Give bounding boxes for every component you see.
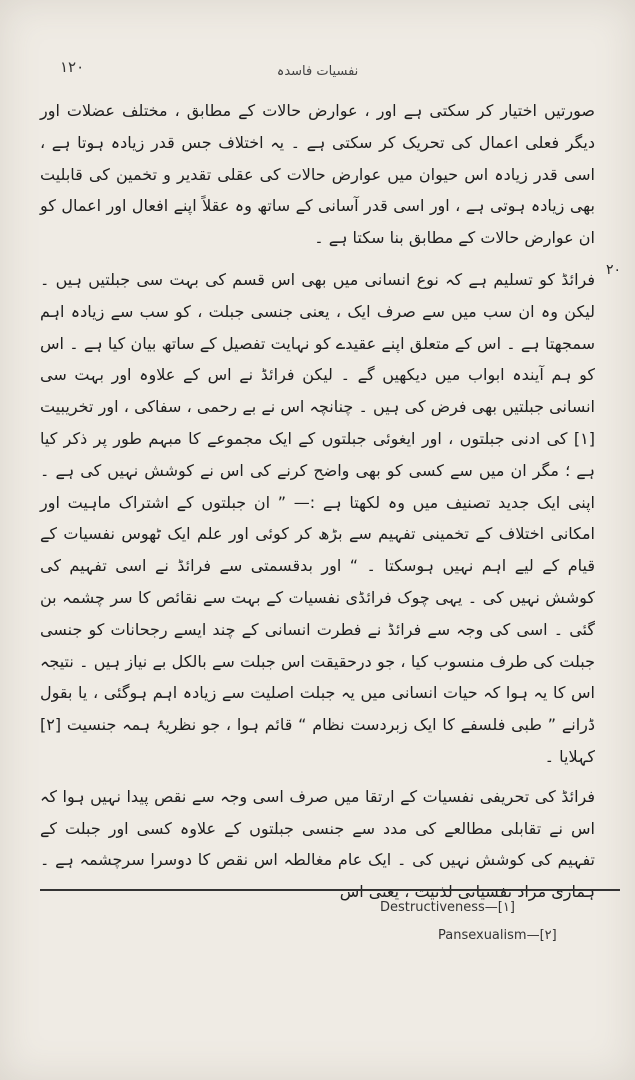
body-text [40,95,595,908]
footnotes [380,900,600,956]
page-number: ۱۲۰ [60,58,85,76]
paragraph-2: فرائڈ کو تسلیم ہے کہ نوع انسانی میں بھی اس قسم کی بہت سی جبلتیں ہیں ۔ لیکن وہ ان سب میں سے صرف ایک ، یعنی جنسی جبلت ، کو سب سے زیادہ اہم سمجھتا ہے ۔ اس کے متعلق اپنے عقیدے کو نہایت تفصیل کے ساتھ بیان کیا ہے ۔ اس کو ہم آیندہ ابواب میں دیکھیں گے ۔ لیکن فرائڈ نے اس کے علاوہ اور بہت سی انسانی جبلتیں بھی فرض کی ہیں ۔ چنانچہ اس نے بے رحمی ، سفاکی ، اور تخریبیت [۱] کی ادنی جبلتوں ، اور ایغوئی جبلتوں کے ایک مجموعے کا مبہم طور پر ذکر کیا ہے ؛ مگر ان میں سے کسی کو بھی واضح کرنے کی اس نے کوشش نہیں کی ہے ۔ اپنی ایک جدید تصنیف میں وہ لکھتا ہے :— ” ان جبلتوں کے اشتراک ماہیت اور امکانی اختلاف کے تخمینی تفہیم سے بڑھ کر کوئی اور علم ایک ٹھوس نفسیات کے قیام کے لیے اہم نہیں ہوسکتا ۔ “ اور بدقسمتی سے فرائڈ نے اسی تفہیم کی کوشش نہیں کی ۔ یہی چوک فرائڈی نفسیات کے بہت سے نقائص کا سر چشمہ بن گئی ۔ اسی کی وجہ سے فرائڈ نے فطرت انسانی کے چند ایسے رجحانات کو جنسی جبلت کی طرف منسوب کیا ، جو درحقیقت اس جبلت سے بالکل بے نیاز ہیں ۔ نتیجہ اس کا یہ ہوا کہ حیات انسانی میں یہ جبلت اصلیت سے زیادہ اہم ہوگئی ، یا بقول ڈرانے ” طبی فلسفے کا ایک زبردست نظام “ قائم ہوا ، جو نظریۂ ہمہ جنسیت [۲] کہلایا ۔ [40,269,595,766]
paragraph-3: فرائڈ کی تحریفی نفسیات کے ارتقا میں صرف اسی وجہ سے نقص پیدا نہیں ہوا کہ اس نے تقابلی مطالعے کی مدد سے جنسی جبلتوں کے علاوہ کسی اور جبلت کے تفہیم کی کوشش نہیں کی ۔ ایک عام مغالطہ اس نقص کا دوسرا سرچشمہ ہے ۔ ہماری مراد نفسیاتی لذتیت ، یعنی اس [40,786,595,902]
footnote-1: Destructiveness—[۱] [380,900,515,915]
footnote-2: Pansexualism—[۲] [438,928,557,943]
margin-section-number: ۲۰ [606,262,622,278]
page-header [0,58,635,86]
running-title: نفسیات فاسدہ [276,64,359,79]
footnote-divider [40,889,620,891]
paragraph-1: صورتیں اختیار کر سکتی ہے اور ، عوارض حالات کے مطابق ، مختلف عضلات اور دیگر فعلی اعمال کی تحریک کر سکتی ہے ۔ یہ اختلاف جس قدر زیادہ ہوتا ہے ، اسی قدر زیادہ اس حیوان میں عوارض حالات کی عقلی تقدیر و تخمین کی قابلیت بھی زیادہ ہوتی ہے ، اور اسی قدر آسانی کے ساتھ وہ عقلاً اپنے افعال اور اعمال کو ان عوارض حالات کے مطابق بنا سکتا ہے ۔ [40,101,595,248]
